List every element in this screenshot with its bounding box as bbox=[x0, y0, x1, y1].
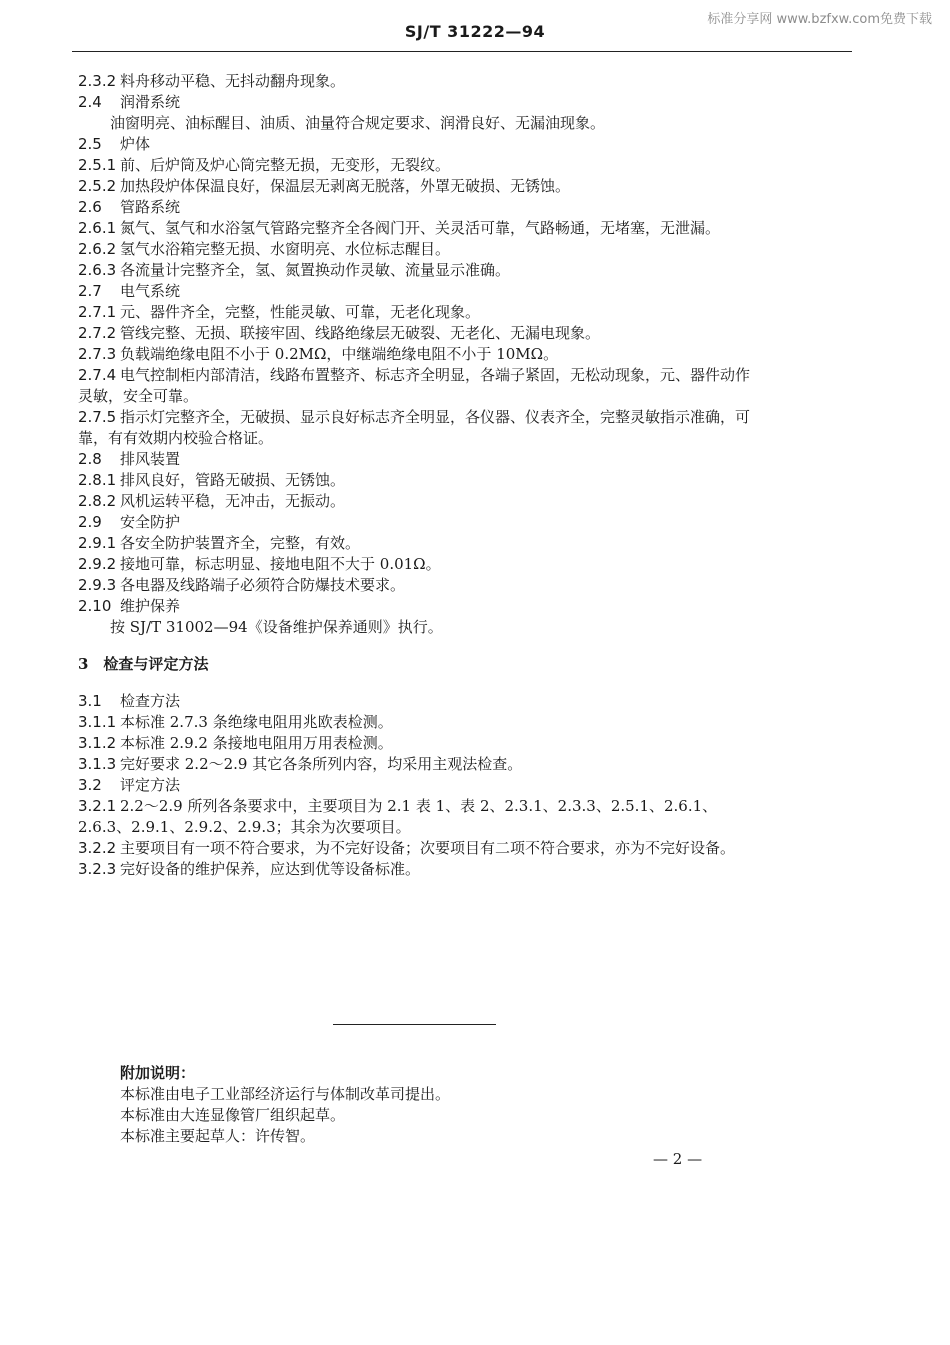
clause bbox=[78, 838, 758, 859]
clause-number: 2.8.1 bbox=[78, 471, 117, 489]
clause-text: 负载端绝缘电阻不小于 0.2MΩ，中继端绝缘电阻不小于 10MΩ。 bbox=[120, 345, 559, 363]
clause-text: 润滑系统 bbox=[120, 93, 181, 111]
clause-text: 风机运转平稳，无冲击，无振动。 bbox=[120, 492, 346, 510]
clause-text: 加热段炉体保温良好，保温层无剥离无脱落，外罩无破损、无锈蚀。 bbox=[120, 177, 571, 195]
clause bbox=[78, 344, 758, 365]
clause-number: 3.1 bbox=[78, 692, 102, 710]
clause-number: 2.9.3 bbox=[78, 576, 117, 594]
clause-number: 2.7.1 bbox=[78, 303, 117, 321]
clause-number: 2.6 bbox=[78, 198, 102, 216]
clause-text: 油窗明亮、油标醒目、油质、油量符合规定要求、润滑良好、无漏油现象。 bbox=[110, 114, 606, 132]
clause-number: 3.2.3 bbox=[78, 860, 117, 878]
clause-text: 管路系统 bbox=[120, 198, 181, 216]
clause-number: 2.8 bbox=[78, 450, 102, 468]
clause bbox=[78, 407, 758, 449]
clause-number: 3.1.3 bbox=[78, 755, 117, 773]
clause-number: 3.2.2 bbox=[78, 839, 117, 857]
clause-text: 前、后炉筒及炉心筒完整无损，无变形，无裂纹。 bbox=[120, 156, 451, 174]
clause-body bbox=[78, 113, 758, 134]
clause-number: 2.9.2 bbox=[78, 555, 117, 573]
clause-text: 各安全防护装置齐全，完整，有效。 bbox=[120, 534, 361, 552]
clause-text: 主要项目有一项不符合要求，为不完好设备；次要项目有二项不符合要求，亦为不完好设备。 bbox=[120, 839, 736, 857]
clause bbox=[78, 859, 758, 880]
clause-number: 2.5.1 bbox=[78, 156, 117, 174]
clause-number: 2.7.4 bbox=[78, 366, 117, 384]
clause bbox=[78, 470, 758, 491]
clause bbox=[78, 533, 758, 554]
clause-text: 电气控制柜内部清洁，线路布置整齐、标志齐全明显，各端子紧固，无松动现象，元、器件动作灵敏，安全可靠。 bbox=[78, 366, 751, 405]
clause bbox=[78, 733, 758, 754]
clause-heading bbox=[78, 775, 758, 796]
clause-heading bbox=[78, 449, 758, 470]
clause-text: 评定方法 bbox=[120, 776, 181, 794]
clause-text: 元、器件齐全，完整，性能灵敏、可靠，无老化现象。 bbox=[120, 303, 481, 321]
clause bbox=[78, 365, 758, 407]
clause-text: 接地可靠，标志明显、接地电阻不大于 0.01Ω。 bbox=[120, 555, 441, 573]
clause-number: 2.9.1 bbox=[78, 534, 117, 552]
clause-number: 2.7.3 bbox=[78, 345, 117, 363]
clause-heading bbox=[78, 197, 758, 218]
note-item: 本标准由电子工业部经济运行与体制改革司提出。 bbox=[120, 1085, 451, 1103]
clause-number: 3.2 bbox=[78, 776, 102, 794]
clause bbox=[78, 176, 758, 197]
clause-number: 2.5 bbox=[78, 135, 102, 153]
clause bbox=[78, 302, 758, 323]
clause-number: 2.8.2 bbox=[78, 492, 117, 510]
clause-text: 完好要求 2.2～2.9 其它各条所列内容，均采用主观法检查。 bbox=[120, 755, 523, 773]
clause bbox=[78, 155, 758, 176]
clause-text: 各电器及线路端子必须符合防爆技术要求。 bbox=[120, 576, 406, 594]
clause bbox=[78, 260, 758, 281]
clause-heading bbox=[78, 596, 758, 617]
clause-text: 炉体 bbox=[120, 135, 151, 153]
clause-text: 完好设备的维护保养，应达到优等设备标准。 bbox=[120, 860, 421, 878]
clause bbox=[78, 239, 758, 260]
clause-text: 检查方法 bbox=[120, 692, 181, 710]
clause bbox=[78, 712, 758, 733]
clause-number: 2.5.2 bbox=[78, 177, 117, 195]
clause-text: 排风装置 bbox=[120, 450, 181, 468]
clause-text: 排风良好，管路无破损、无锈蚀。 bbox=[120, 471, 346, 489]
section-heading: 3 检查与评定方法 bbox=[78, 655, 209, 673]
standard-code: SJ/T 31222—94 bbox=[404, 22, 546, 41]
clause-number: 2.9 bbox=[78, 513, 102, 531]
clause bbox=[78, 575, 758, 596]
document-body bbox=[78, 71, 758, 880]
clause-heading bbox=[78, 134, 758, 155]
clause-text: 指示灯完整齐全，无破损、显示良好标志齐全明显，各仪器、仪表齐全，完整灵敏指示准确，可靠，有有效期内校验合格证。 bbox=[78, 408, 751, 447]
header-rule bbox=[72, 51, 852, 52]
clause-text: 安全防护 bbox=[120, 513, 181, 531]
clause-number: 2.7.5 bbox=[78, 408, 117, 426]
watermark-text: 标准分享网 www.bzfxw.com免费下载 bbox=[707, 12, 932, 27]
clause-text: 氮气、氢气和水浴氢气管路完整齐全各阀门开、关灵活可靠，气路畅通，无堵塞，无泄漏。 bbox=[120, 219, 721, 237]
clause-heading bbox=[78, 281, 758, 302]
clause-heading bbox=[78, 512, 758, 533]
clause bbox=[78, 71, 758, 92]
additional-notes bbox=[120, 1063, 720, 1147]
note-item: 本标准主要起草人：许传智。 bbox=[120, 1127, 316, 1145]
clause bbox=[78, 796, 758, 838]
clause-text: 维护保养 bbox=[120, 597, 181, 615]
clause bbox=[78, 491, 758, 512]
clause-text: 电气系统 bbox=[120, 282, 181, 300]
clause-text: 管线完整、无损、联接牢固、线路绝缘层无破裂、无老化、无漏电现象。 bbox=[120, 324, 601, 342]
clause-text: 各流量计完整齐全，氢、氮置换动作灵敏、流量显示准确。 bbox=[120, 261, 511, 279]
clause-text: 氢气水浴箱完整无损、水窗明亮、水位标志醒目。 bbox=[120, 240, 451, 258]
clause-number: 2.6.1 bbox=[78, 219, 117, 237]
notes-title: 附加说明： bbox=[120, 1064, 196, 1082]
clause-number: 2.6.2 bbox=[78, 240, 117, 258]
clause-heading bbox=[78, 92, 758, 113]
clause-text: 本标准 2.9.2 条接地电阻用万用表检测。 bbox=[120, 734, 393, 752]
clause-number: 3.1.1 bbox=[78, 713, 117, 731]
clause-text: 2.2～2.9 所列各条要求中，主要项目为 2.1 表 1、表 2、2.3.1、2.3.3、2.5.1、2.6.1、2.6.3、2.9.1、2.9.2、2.9.3；其余为次要项目。 bbox=[78, 797, 718, 836]
clause bbox=[78, 554, 758, 575]
clause-number: 3.2.1 bbox=[78, 797, 117, 815]
clause-text: 料舟移动平稳、无抖动翻舟现象。 bbox=[120, 72, 346, 90]
clause bbox=[78, 754, 758, 775]
clause-number: 2.7 bbox=[78, 282, 102, 300]
end-rule bbox=[333, 1024, 496, 1025]
page-number: — 2 — bbox=[653, 1150, 703, 1168]
clause-number: 2.10 bbox=[78, 597, 112, 615]
clause-number: 3.1.2 bbox=[78, 734, 117, 752]
clause-number: 2.6.3 bbox=[78, 261, 117, 279]
clause-number: 2.7.2 bbox=[78, 324, 117, 342]
note-item: 本标准由大连显像管厂组织起草。 bbox=[120, 1106, 346, 1124]
clause bbox=[78, 323, 758, 344]
clause-body bbox=[78, 617, 758, 638]
clause bbox=[78, 218, 758, 239]
clause-text: 本标准 2.7.3 条绝缘电阻用兆欧表检测。 bbox=[120, 713, 393, 731]
clause-text: 按 SJ/T 31002—94《设备维护保养通则》执行。 bbox=[110, 618, 443, 636]
clause-number: 2.4 bbox=[78, 93, 102, 111]
clause-number: 2.3.2 bbox=[78, 72, 117, 90]
clause-heading bbox=[78, 691, 758, 712]
